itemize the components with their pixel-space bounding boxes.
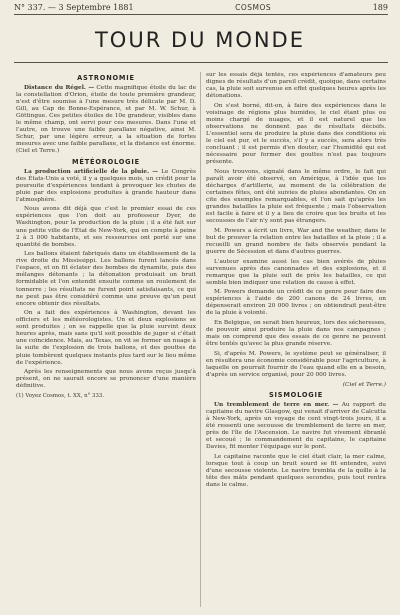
paragraph: Après les renseignements que nous avons reçus jusqu'à présent, on ne saurait encore se prononcer d'une manière définitive. bbox=[16, 369, 196, 390]
paragraph: Si, d'après M. Powers, le système peut se généraliser, il en résultera une économie considérable pour l'agriculture, à laquelle on pourrait fournir de l'eau quand elle en a besoin, d'après un service organisé, pour 20 000 livres. bbox=[206, 350, 386, 379]
right-column bbox=[206, 72, 386, 612]
article-subtitle: Un tremblement de terre en mer. — bbox=[214, 401, 339, 408]
page-title: TOUR DU MONDE bbox=[94, 28, 305, 52]
journal-name: COSMOS bbox=[235, 2, 272, 12]
paragraph: On s'est borné, dit-on, à faire des expériences dans le voisinage de régions plus humides, le ciel étant plus ou moins chargé de nuages, et il est naturel que les observations ne donnent pas de résultats décisifs. L'essentiel sera de produire la pluie dans des conditions où le ciel est pur, et le succès, s'il y a succès, sera alors très concluant ; il est permis d'en douter, car l'humidité qui est nécessaire pour former des gouttes n'est pas toujours présente. bbox=[206, 102, 386, 166]
section-heading-sismologie: SISMOLOGIE bbox=[268, 390, 324, 399]
paragraph: M. Powers a écrit un livre, War and the weather, dans le but de prouver la relation entre les batailles et la pluie ; il a recueilli un grand nombre de faits observés pendant la guerre de Sécession et dans d'autres guerres. bbox=[206, 227, 386, 255]
issue-date: N° 337. — 3 Septembre 1881 bbox=[14, 2, 134, 12]
article-subtitle: La production artificielle de la pluie. — bbox=[24, 168, 159, 175]
section-heading-meteorologie: MÉTÉOROLOGIE bbox=[72, 157, 140, 166]
paragraph: Nous avons dit déjà que c'est le premier essai de ces expériences que l'on doit au professeur Dyer, de Washington, pour la production de la pluie ; il a été fait sur une petite ville de l'État de New-York, qui en compte à peine 2 à 3 000 habitants, et ses ressources ont porté sur une quantité de bombes. bbox=[16, 206, 196, 248]
header-rule bbox=[14, 14, 388, 15]
paragraph: Nous trouvons, signalé dans le même ordre, le fait qui paraît avoir été observé, en Amérique, à l'idée que les décharges d'artillerie, au moment de la célébration de certaines fêtes, ont été suivies de pluies abondantes. On en cite des exemples remarquables, et l'on sait qu'après les grandes batailles la pluie est fréquente ; mais l'observation est facile à faire et il y a lieu de croire que les bruits et les secousses de l'air n'y sont pas étrangers. bbox=[206, 168, 386, 225]
paragraph: On a fait des expériences à Washington, devant les officiers et les météorologistes. Un et deux explosions se sont produites ; on se rappelle que la pluie survint deux heures après, mais sans qu'il soit possible de juger si c'était une coïncidence. Mais, au Texas, on vit se former un nuage à la suite de l'explosion de trois ballons, et des gouttes de pluie tombèrent quelques instants plus tard sur le lieu même de l'expérience. bbox=[16, 310, 196, 366]
article-subtitle: Distance du Régel. — bbox=[24, 85, 95, 92]
paragraph: sur les essais déjà tentés, ces expériences d'amateurs peu dignes de résultats d'un pareil crédit, quoique, dans certains cas, la pluie soit survenue en effet quelques heures après les détonations. bbox=[206, 72, 386, 100]
paragraph: Les ballons étaient fabriqués dans un établissement de la rive droite du Mississippi. Les ballons furent lancés dans l'espace, et on fit éclater des bombes de dynamite, puis des mélanges détonants ; la détonation produisait un bruit formidable et l'on entendit ensuite comme un roulement de tonnerre ; les résultats ne furent point satisfaisants, ce qui ne peut pas être considéré comme une preuve qu'un peut encore obtenir des résultats. bbox=[16, 251, 196, 307]
paragraph bbox=[206, 402, 386, 451]
paragraph: M. Powers demande un crédit de ce genre pour faire des expériences à l'aide de 200 canons de 24 livres, on dépenserait environ 20 000 livres ; on obtiendrait peut-être de la pluie à volonté. bbox=[206, 289, 386, 317]
paragraph-text: Cette magnifique étoile du lac de la constellation d'Orion, étoile de toute première grandeur, n'est d'être soumise à l'une mesure très délicate par M. D. Gill, au Cap de Bonne-Espérance, et par M. W. Schur, à Göttingue. Ces petites étoiles de 10e grandeur, visibles dans le même champ, ont servi pour ces mesures. Dans l'une et l'autre, on trouve une faible parallaxe négative, ainsi M. Schur, par une légère erreur, a la situation de fortes mesures avec une faible parallaxe, et la distance est énorme. (Ciel et Terre.) bbox=[16, 85, 196, 155]
footnote: (1) Voyez Cosmos, t. XX, n° 333. bbox=[16, 392, 105, 399]
paragraph: Le capitaine raconte que le ciel était clair, la mer calme, lorsque tout à coup un bruit sourd se fit entendre, suivi d'une secousse violente. Le navire trembla de la quille à la tête des mâts pendant quelques secondes, puis tout rentra dans le calme. bbox=[206, 453, 386, 488]
running-header bbox=[14, 2, 388, 12]
paragraph-text: Au rapport du capitaine du navire Glasgow, qui venait d'arriver de Calcutta à New-York, après un voyage de cent vingt-trois jours, il a été ressenti une secousse de tremblement de terre en mer, près de l'île de l'Ascension. Le navire fut vivement ébranlé et secoué ; le commandement du capitaine, le capitaine Davies, fit monter l'équipage sur le pont. bbox=[206, 401, 386, 451]
paragraph: En Belgique, on serait bien heureux, lors des sécheresses, de pouvoir ainsi produire la pluie dans nos campagnes ; mais on comprend que des essais de ce genre ne peuvent être tentés qu'avec la plus grande réserve. bbox=[206, 320, 386, 348]
paragraph bbox=[16, 169, 196, 204]
left-column bbox=[16, 72, 196, 612]
paragraph-text: Le Congrès des États-Unis a voté, il y a quelques mois, un crédit pour la poursuite d'expériences tendant à provoquer les chutes de pluie par des explosions produites à grande hauteur dans l'atmosphère. bbox=[16, 168, 196, 203]
paragraph bbox=[16, 85, 196, 155]
section-heading-astronomie: ASTRONOMIE bbox=[77, 74, 135, 82]
page-number: 189 bbox=[372, 2, 388, 12]
source-citation: (Ciel et Terre.) bbox=[342, 381, 386, 388]
paragraph: L'auteur examine aussi les cas bien avérés de pluies survenues après des canonnades et des explosions, et il remarque que la pluie suit de près les batailles, ce qui semble bien indiquer une relation de cause à effet. bbox=[206, 258, 386, 286]
title-rule bbox=[14, 62, 388, 63]
column-divider bbox=[200, 72, 201, 607]
